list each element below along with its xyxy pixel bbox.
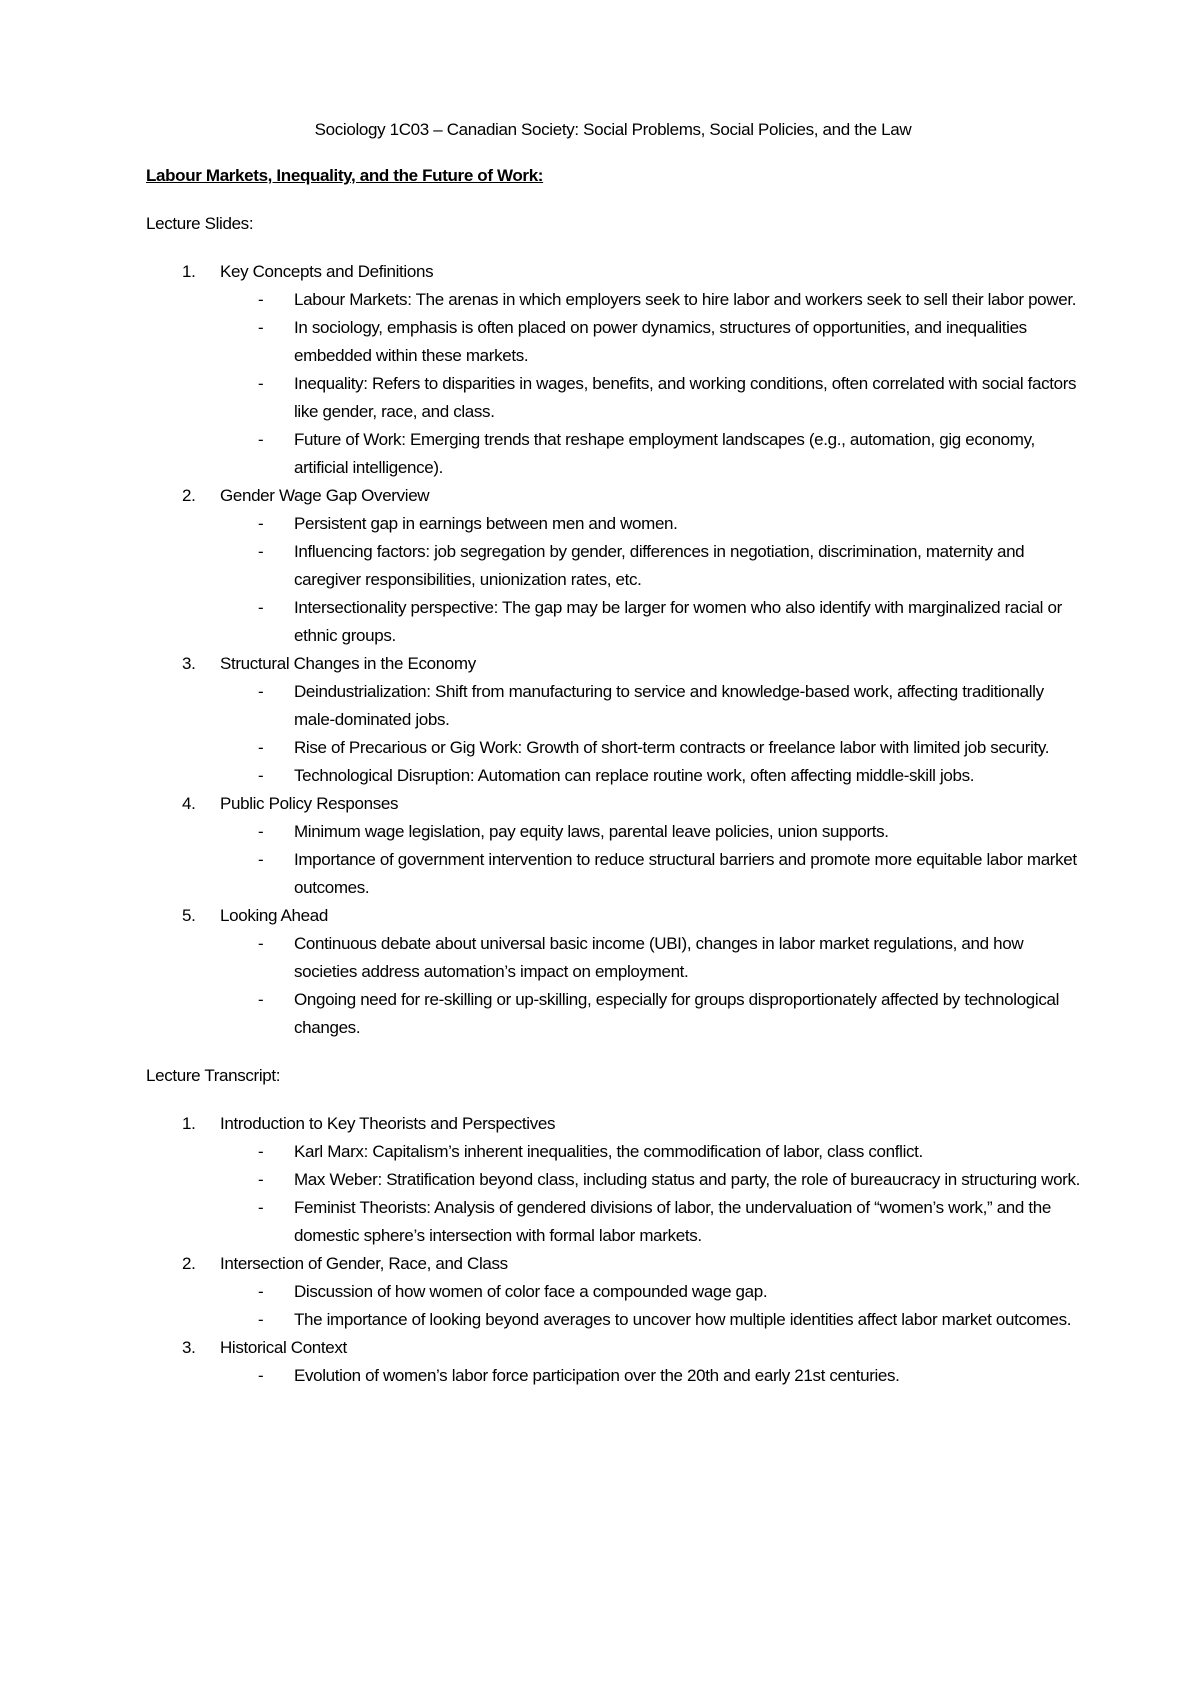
topic-item bbox=[146, 790, 1080, 902]
bullet-point bbox=[258, 1306, 1080, 1334]
bullet-point bbox=[258, 678, 1080, 734]
bullet-text: Feminist Theorists: Analysis of gendered divisions of labor, the undervaluation of “women’s work,” and the domestic sphere’s intersection with formal labor markets. bbox=[294, 1198, 1051, 1245]
lecture-transcript-heading: Lecture Transcript: bbox=[146, 1066, 281, 1085]
topic-title: Gender Wage Gap Overview bbox=[220, 486, 430, 505]
dash-bullet-icon: - bbox=[258, 1310, 264, 1329]
bullet-point bbox=[258, 1138, 1080, 1166]
dash-bullet-icon: - bbox=[258, 1282, 264, 1301]
topic-number: 2. bbox=[182, 1254, 196, 1273]
topic-heading bbox=[182, 790, 1080, 818]
bullet-text: Influencing factors: job segregation by gender, differences in negotiation, discrimination, maternity and caregiver responsibilities, unionization rates, etc. bbox=[294, 542, 1025, 589]
topic-title: Historical Context bbox=[220, 1338, 347, 1357]
topic-number: 4. bbox=[182, 794, 196, 813]
topic-item bbox=[146, 1334, 1080, 1390]
bullet-text: Rise of Precarious or Gig Work: Growth of short-term contracts or freelance labor with limited job security. bbox=[294, 738, 1050, 757]
bullet-text: In sociology, emphasis is often placed on power dynamics, structures of opportunities, and inequalities embedded within these markets. bbox=[294, 318, 1027, 365]
bullet-point bbox=[258, 370, 1080, 426]
bullet-point bbox=[258, 286, 1080, 314]
bullet-point bbox=[258, 510, 1080, 538]
bullet-text: Inequality: Refers to disparities in wages, benefits, and working conditions, often correlated with social factors like gender, race, and class. bbox=[294, 374, 1077, 421]
bullet-text: Max Weber: Stratification beyond class, including status and party, the role of bureaucracy in structuring work. bbox=[294, 1170, 1081, 1189]
bullet-text: Continuous debate about universal basic income (UBI), changes in labor market regulations, and how societies address automation’s impact on employment. bbox=[294, 934, 1024, 981]
dash-bullet-icon: - bbox=[258, 1142, 264, 1161]
bullet-point bbox=[258, 1278, 1080, 1306]
bullet-text: Minimum wage legislation, pay equity laws, parental leave policies, union supports. bbox=[294, 822, 889, 841]
bullet-point bbox=[258, 1194, 1080, 1250]
topic-item bbox=[146, 650, 1080, 790]
topic-title: Key Concepts and Definitions bbox=[220, 262, 434, 281]
dash-bullet-icon: - bbox=[258, 542, 264, 561]
dash-bullet-icon: - bbox=[258, 1170, 264, 1189]
topic-number: 1. bbox=[182, 1114, 196, 1133]
topic-number: 2. bbox=[182, 486, 196, 505]
bullet-point bbox=[258, 538, 1080, 594]
bullet-list bbox=[220, 818, 1080, 902]
bullet-point bbox=[258, 314, 1080, 370]
lecture-transcript-list bbox=[146, 1110, 1080, 1390]
dash-bullet-icon: - bbox=[258, 318, 264, 337]
bullet-list bbox=[220, 286, 1080, 482]
bullet-text: Deindustrialization: Shift from manufacturing to service and knowledge-based work, affecting traditionally male-dominated jobs. bbox=[294, 682, 1044, 729]
bullet-text: Evolution of women’s labor force participation over the 20th and early 21st centuries. bbox=[294, 1366, 900, 1385]
dash-bullet-icon: - bbox=[258, 1366, 264, 1385]
bullet-list bbox=[220, 678, 1080, 790]
topic-item bbox=[146, 1110, 1080, 1250]
bullet-list bbox=[220, 510, 1080, 650]
dash-bullet-icon: - bbox=[258, 990, 264, 1009]
lecture-slides-heading: Lecture Slides: bbox=[146, 214, 254, 233]
bullet-point bbox=[258, 930, 1080, 986]
dash-bullet-icon: - bbox=[258, 934, 264, 953]
dash-bullet-icon: - bbox=[258, 738, 264, 757]
bullet-point bbox=[258, 1166, 1081, 1194]
dash-bullet-icon: - bbox=[258, 682, 264, 701]
bullet-point bbox=[258, 734, 1080, 762]
dash-bullet-icon: - bbox=[258, 374, 264, 393]
topic-heading bbox=[182, 650, 1080, 678]
topic-item bbox=[146, 482, 1080, 650]
dash-bullet-icon: - bbox=[258, 598, 264, 617]
topic-heading bbox=[182, 902, 1080, 930]
bullet-text: Ongoing need for re-skilling or up-skilling, especially for groups disproportionately affected by technological changes. bbox=[294, 990, 1060, 1037]
bullet-point bbox=[258, 986, 1080, 1042]
bullet-text: Karl Marx: Capitalism’s inherent inequalities, the commodification of labor, class conflict. bbox=[294, 1142, 923, 1161]
document-title: Sociology 1C03 – Canadian Society: Social Problems, Social Policies, and the Law bbox=[314, 120, 912, 139]
bullet-text: Discussion of how women of color face a compounded wage gap. bbox=[294, 1282, 768, 1301]
topic-number: 1. bbox=[182, 262, 196, 281]
bullet-list bbox=[220, 1138, 1080, 1250]
topic-title: Intersection of Gender, Race, and Class bbox=[220, 1254, 508, 1273]
dash-bullet-icon: - bbox=[258, 514, 264, 533]
dash-bullet-icon: - bbox=[258, 766, 264, 785]
bullet-list bbox=[220, 1362, 1080, 1390]
bullet-point bbox=[258, 426, 1080, 482]
topic-heading bbox=[182, 258, 1080, 286]
bullet-list bbox=[220, 930, 1080, 1042]
topic-heading bbox=[182, 1334, 1080, 1362]
topic-title: Introduction to Key Theorists and Perspectives bbox=[220, 1114, 556, 1133]
bullet-text: Future of Work: Emerging trends that reshape employment landscapes (e.g., automation, gig economy, artificial intelligence). bbox=[294, 430, 1035, 477]
bullet-text: Persistent gap in earnings between men and women. bbox=[294, 514, 678, 533]
bullet-text: Technological Disruption: Automation can replace routine work, often affecting middle-skill jobs. bbox=[294, 766, 975, 785]
bullet-point bbox=[258, 846, 1080, 902]
bullet-point bbox=[258, 594, 1080, 650]
topic-number: 5. bbox=[182, 906, 196, 925]
topic-title: Looking Ahead bbox=[220, 906, 328, 925]
topic-title: Public Policy Responses bbox=[220, 794, 399, 813]
dash-bullet-icon: - bbox=[258, 850, 264, 869]
topic-item bbox=[146, 902, 1080, 1042]
dash-bullet-icon: - bbox=[258, 430, 264, 449]
bullet-point bbox=[258, 762, 1080, 790]
topic-heading bbox=[182, 1110, 1080, 1138]
bullet-point bbox=[258, 1362, 1080, 1390]
bullet-list bbox=[220, 1278, 1080, 1334]
topic-heading bbox=[182, 482, 1080, 510]
topic-title: Structural Changes in the Economy bbox=[220, 654, 476, 673]
dash-bullet-icon: - bbox=[258, 822, 264, 841]
bullet-text: The importance of looking beyond averages to uncover how multiple identities affect labor market outcomes. bbox=[294, 1310, 1072, 1329]
topic-item bbox=[146, 258, 1080, 482]
dash-bullet-icon: - bbox=[258, 290, 264, 309]
topic-number: 3. bbox=[182, 654, 196, 673]
bullet-text: Labour Markets: The arenas in which employers seek to hire labor and workers seek to sell their labor power. bbox=[294, 290, 1077, 309]
lecture-slides-list bbox=[146, 258, 1080, 1042]
topic-heading bbox=[182, 1250, 1080, 1278]
bullet-text: Importance of government intervention to reduce structural barriers and promote more equitable labor market outcomes. bbox=[294, 850, 1077, 897]
topic-item bbox=[146, 1250, 1080, 1334]
bullet-point bbox=[258, 818, 1080, 846]
bullet-text: Intersectionality perspective: The gap may be larger for women who also identify with marginalized racial or ethnic groups. bbox=[294, 598, 1062, 645]
topic-number: 3. bbox=[182, 1338, 196, 1357]
dash-bullet-icon: - bbox=[258, 1198, 264, 1217]
section-heading: Labour Markets, Inequality, and the Future of Work: bbox=[146, 166, 544, 185]
